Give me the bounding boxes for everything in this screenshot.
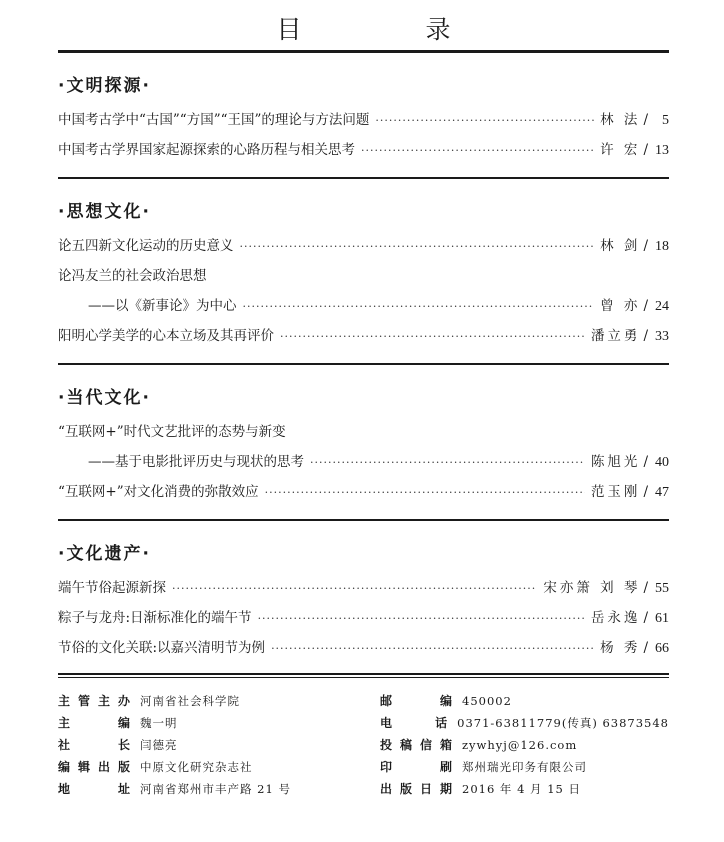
- article-author: 陈旭光: [590, 454, 641, 470]
- leader-dots: [258, 604, 585, 634]
- article-subtitle: ——以《新事论》为中心: [88, 298, 237, 314]
- page-number: 47: [655, 485, 669, 500]
- article-author: 林 法: [600, 112, 641, 128]
- info-label: 投稿信箱: [380, 738, 452, 752]
- info-value: 0371-63811779(传真) 63873548: [457, 716, 669, 730]
- info-label: 印 刷: [380, 760, 452, 774]
- info-value: 2016 年 4 月 15 日: [462, 782, 581, 796]
- info-row: [380, 756, 669, 778]
- leader-dots: [243, 292, 595, 322]
- info-row: [58, 734, 380, 756]
- article-title: 粽子与龙舟:日渐标准化的端午节: [58, 610, 252, 626]
- info-row: [380, 734, 669, 756]
- toc-entry[interactable]: [58, 105, 669, 135]
- info-row: [58, 778, 380, 800]
- leader-dots: [280, 322, 585, 352]
- info-label: 邮 编: [380, 694, 452, 708]
- info-value: zywhyj@126.com: [462, 738, 578, 752]
- page-separator: /: [643, 142, 648, 158]
- contents-page: [58, 12, 669, 800]
- info-value: 闫德亮: [140, 738, 178, 752]
- info-label: 主 编: [58, 716, 130, 730]
- info-row: [380, 712, 669, 734]
- page-number: 13: [655, 143, 669, 158]
- page-separator: /: [643, 238, 648, 254]
- toc-section: [58, 179, 669, 351]
- page-number: 61: [655, 611, 669, 626]
- section-title: ·思想文化·: [58, 202, 151, 222]
- page-number: 18: [655, 239, 669, 254]
- info-value: 中原文化研究杂志社: [140, 760, 253, 774]
- leader-dots: [375, 106, 594, 136]
- page-separator: /: [643, 454, 648, 470]
- article-title: “互联网+”对文化消费的弥散效应: [58, 484, 259, 500]
- toc-entry[interactable]: [58, 573, 669, 603]
- article-author: 林 剑: [600, 238, 641, 254]
- article-title: 阳明心学美学的心本立场及其再评价: [58, 328, 274, 344]
- toc-entry[interactable]: [58, 477, 669, 507]
- leader-dots: [265, 478, 585, 508]
- article-author: 岳永逸: [590, 610, 641, 626]
- info-label: 主管主办: [58, 694, 130, 708]
- page-separator: /: [643, 484, 648, 500]
- page-number: 40: [655, 455, 669, 470]
- info-value: 郑州瑞光印务有限公司: [462, 760, 587, 774]
- info-label: 电 话: [380, 716, 448, 730]
- info-value: 河南省社会科学院: [140, 694, 240, 708]
- leader-dots: [361, 136, 594, 166]
- footer-rule: [58, 673, 669, 675]
- info-value: 河南省郑州市丰产路 21 号: [140, 782, 291, 796]
- page-number: 24: [655, 299, 669, 314]
- toc-entry[interactable]: [58, 321, 669, 351]
- section-title: ·文化遗产·: [58, 544, 151, 564]
- section-title: ·文明探源·: [58, 76, 151, 96]
- article-title: 节俗的文化关联:以嘉兴清明节为例: [58, 640, 266, 656]
- page-number: 66: [655, 641, 669, 656]
- info-value: 魏一明: [140, 716, 178, 730]
- toc-section: [58, 521, 669, 663]
- page-separator: /: [643, 580, 648, 596]
- publication-info: [58, 690, 669, 800]
- toc-entry[interactable]: [58, 231, 669, 261]
- toc-entry[interactable]: [58, 135, 669, 165]
- page-title: 目 录: [276, 15, 509, 44]
- article-title[interactable]: “互联网+”时代文艺批评的态势与新变: [58, 424, 286, 440]
- toc-entry[interactable]: [58, 603, 669, 633]
- info-row: [380, 690, 669, 712]
- toc-entry[interactable]: [58, 633, 669, 663]
- info-right-column: [380, 690, 669, 800]
- info-label: 社 长: [58, 738, 130, 752]
- toc-entry[interactable]: [58, 291, 669, 321]
- article-title[interactable]: 论冯友兰的社会政治思想: [58, 268, 207, 284]
- toc-entry[interactable]: [58, 447, 669, 477]
- page-number: 55: [655, 581, 669, 596]
- article-author: 宋亦箫 刘 琴: [543, 580, 641, 596]
- page-number: 5: [662, 113, 669, 128]
- page-separator: /: [643, 112, 648, 128]
- page-separator: /: [643, 298, 648, 314]
- info-label: 编辑出版: [58, 760, 130, 774]
- article-title: 中国考古学中“古国”“方国”“王国”的理论与方法问题: [58, 112, 370, 128]
- sections: [58, 53, 669, 663]
- info-row: [58, 712, 380, 734]
- page-separator: /: [643, 610, 648, 626]
- toc-section: [58, 53, 669, 165]
- leader-dots: [310, 448, 585, 478]
- page-number: 33: [655, 329, 669, 344]
- article-title: 端午节俗起源新探: [58, 580, 166, 596]
- article-author: 范玉刚: [590, 484, 641, 500]
- info-value: 450002: [462, 694, 512, 708]
- info-label: 地 址: [58, 782, 130, 796]
- footer-rule-thin: [58, 677, 669, 678]
- article-title: 中国考古学界国家起源探索的心路历程与相关思考: [58, 142, 355, 158]
- section-title: ·当代文化·: [58, 388, 151, 408]
- article-author: 许 宏: [600, 142, 641, 158]
- page-separator: /: [643, 640, 648, 656]
- info-left-column: [58, 690, 380, 800]
- toc-section: [58, 365, 669, 507]
- article-author: 杨 秀: [600, 640, 641, 656]
- leader-dots: [271, 634, 594, 664]
- info-row: [58, 756, 380, 778]
- article-subtitle: ——基于电影批评历史与现状的思考: [88, 454, 304, 470]
- page-separator: /: [643, 328, 648, 344]
- leader-dots: [240, 232, 595, 262]
- article-title: 论五四新文化运动的历史意义: [58, 238, 234, 254]
- info-row: [58, 690, 380, 712]
- leader-dots: [172, 574, 537, 604]
- article-author: 曾 亦: [600, 298, 641, 314]
- info-row: [380, 778, 669, 800]
- info-label: 出版日期: [380, 782, 452, 796]
- article-author: 潘立勇: [590, 328, 641, 344]
